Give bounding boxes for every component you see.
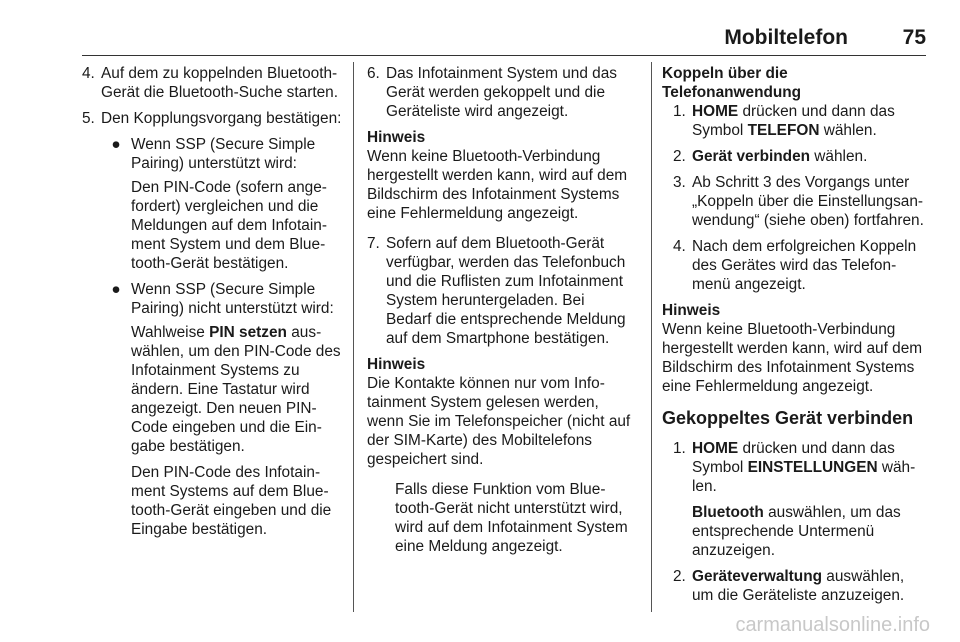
header-rule xyxy=(82,55,926,56)
step-number: 6. xyxy=(367,65,380,82)
bullet-ssp-supported xyxy=(101,135,344,173)
step-number: 1. xyxy=(673,103,686,120)
note-title: Hinweis xyxy=(367,356,426,373)
step-text: Nach dem erfolgreichen Koppeln des Gerätes wird das Telefonmenü angezeigt. xyxy=(692,238,917,293)
note-text: Die Kontakte können nur vom Infotainment System gelesen werden, wenn Sie im Telefonspeicher (nicht auf der SIM-Karte) des Mobiltelefons gespeichert sind. xyxy=(367,375,631,468)
bullet-detail: Den PIN-Code (sofern angefordert) vergleichen und die Meldungen auf dem Infotainment System und dem Bluetooth-Gerät bestätigen. xyxy=(131,179,327,272)
note-title: Hinweis xyxy=(662,302,721,319)
step-detail: Bluetooth auswählen, um das entsprechende Untermenü anzuzeigen. xyxy=(692,504,901,559)
step-text: Ab Schritt 3 des Vorgangs unter „Koppeln über die Einstellungsanwendung“ (siehe oben) fortfahren. xyxy=(692,174,924,229)
step-number: 4. xyxy=(82,65,95,82)
bullet-text: Wenn SSP (Secure Simple Pairing) nicht unterstützt wird: xyxy=(131,281,334,317)
step-number: 7. xyxy=(367,235,380,252)
step-text: Den Kopplungsvorgang bestätigen: xyxy=(101,110,342,127)
step-number: 4. xyxy=(673,238,686,255)
connect-step-2: 2. Geräteverwaltung auswählen, um die Geräteliste anzuzeigen. xyxy=(673,568,905,604)
step-text: Das Infotainment System und das Gerät werden gekoppelt und die Geräteliste wird angezeigt. xyxy=(386,65,617,120)
icon-label-telefon: TELEFON xyxy=(747,122,820,139)
step-6 xyxy=(367,64,631,121)
watermark: carmanualsonline.info xyxy=(735,614,930,636)
app-step-3 xyxy=(673,173,926,230)
button-label-home: HOME xyxy=(692,440,739,457)
column-1 xyxy=(82,64,344,553)
subsection-heading: Koppeln über die Telefonanwendung xyxy=(662,65,802,101)
bullet-icon: ● xyxy=(111,136,121,153)
icon-label-einstellungen: EINSTELLUNGEN xyxy=(747,459,878,476)
step-number: 2. xyxy=(673,568,686,585)
bullet-text: Wenn SSP (Secure Simple Pairing) unterstützt wird: xyxy=(131,136,316,172)
step-5 xyxy=(82,109,344,546)
section-heading: Gekoppeltes Gerät verbinden xyxy=(662,408,914,428)
step-number: 3. xyxy=(673,174,686,191)
menu-label-geraeteverwaltung: Geräteverwaltung xyxy=(692,568,823,585)
app-step-1: 1. HOME drücken und dann das Symbol TELEFON wählen. xyxy=(673,103,895,139)
step-7 xyxy=(367,234,631,348)
chapter-title: Mobiltelefon xyxy=(724,26,848,49)
column-divider-1 xyxy=(353,62,354,612)
menu-label-bluetooth: Bluetooth xyxy=(692,504,764,521)
bullet-ssp-not-supported xyxy=(101,280,344,318)
bullet-icon: ● xyxy=(111,281,121,298)
step-number: 5. xyxy=(82,110,95,127)
bullet-detail: Wahlweise PIN setzen auswählen, um den PIN-Code des Infotainment Systems zu ändern. Eine Tastatur wird angezeigt. Den neuen PIN-Code eingeben und die Eingabe bestätigen. xyxy=(131,324,341,455)
column-divider-2 xyxy=(651,62,652,612)
button-label-home: HOME xyxy=(692,103,739,120)
note-title: Hinweis xyxy=(367,129,426,146)
app-step-4 xyxy=(673,237,926,294)
connect-step-1: 1. HOME drücken und dann das Symbol EINSTELLUNGEN wählen. xyxy=(673,440,916,495)
step-text: Sofern auf dem Bluetooth-Gerät verfügbar, werden das Telefonbuch und die Ruflisten zum Infotainment System heruntergeladen. Bei Bedarf die entsprechende Meldung auf dem Smartphone bestätigen. xyxy=(386,235,626,347)
column-2 xyxy=(367,64,631,563)
step-number: 2. xyxy=(673,148,686,165)
step-4 xyxy=(82,64,344,102)
app-step-2: 2. Gerät verbinden wählen. xyxy=(673,148,868,165)
step-text: Auf dem zu koppelnden Bluetooth-Gerät die Bluetooth-Suche starten. xyxy=(101,65,338,101)
fallback-text: Falls diese Funktion vom Bluetooth-Gerät nicht unterstützt wird, wird auf dem Infotainment System eine Meldung angezeigt. xyxy=(395,481,628,555)
column-3 xyxy=(662,64,926,612)
page-number: 75 xyxy=(902,26,926,49)
menu-label-pin-setzen: PIN setzen xyxy=(209,324,287,341)
note-text: Wenn keine Bluetooth-Verbindung hergestellt werden kann, wird auf dem Bildschirm des Infotainment Systems eine Fehlermeldung angezeigt. xyxy=(662,321,923,395)
note-text: Wenn keine Bluetooth-Verbindung hergestellt werden kann, wird auf dem Bildschirm des Infotainment Systems eine Fehlermeldung angezeigt. xyxy=(367,148,628,222)
menu-label-geraet-verbinden: Gerät verbinden xyxy=(692,148,811,165)
step-number: 1. xyxy=(673,440,686,457)
page-header xyxy=(0,22,960,48)
bullet-detail: Den PIN-Code des Infotainment Systems auf dem Bluetooth-Gerät eingeben und die Eingabe bestätigen. xyxy=(131,464,332,538)
